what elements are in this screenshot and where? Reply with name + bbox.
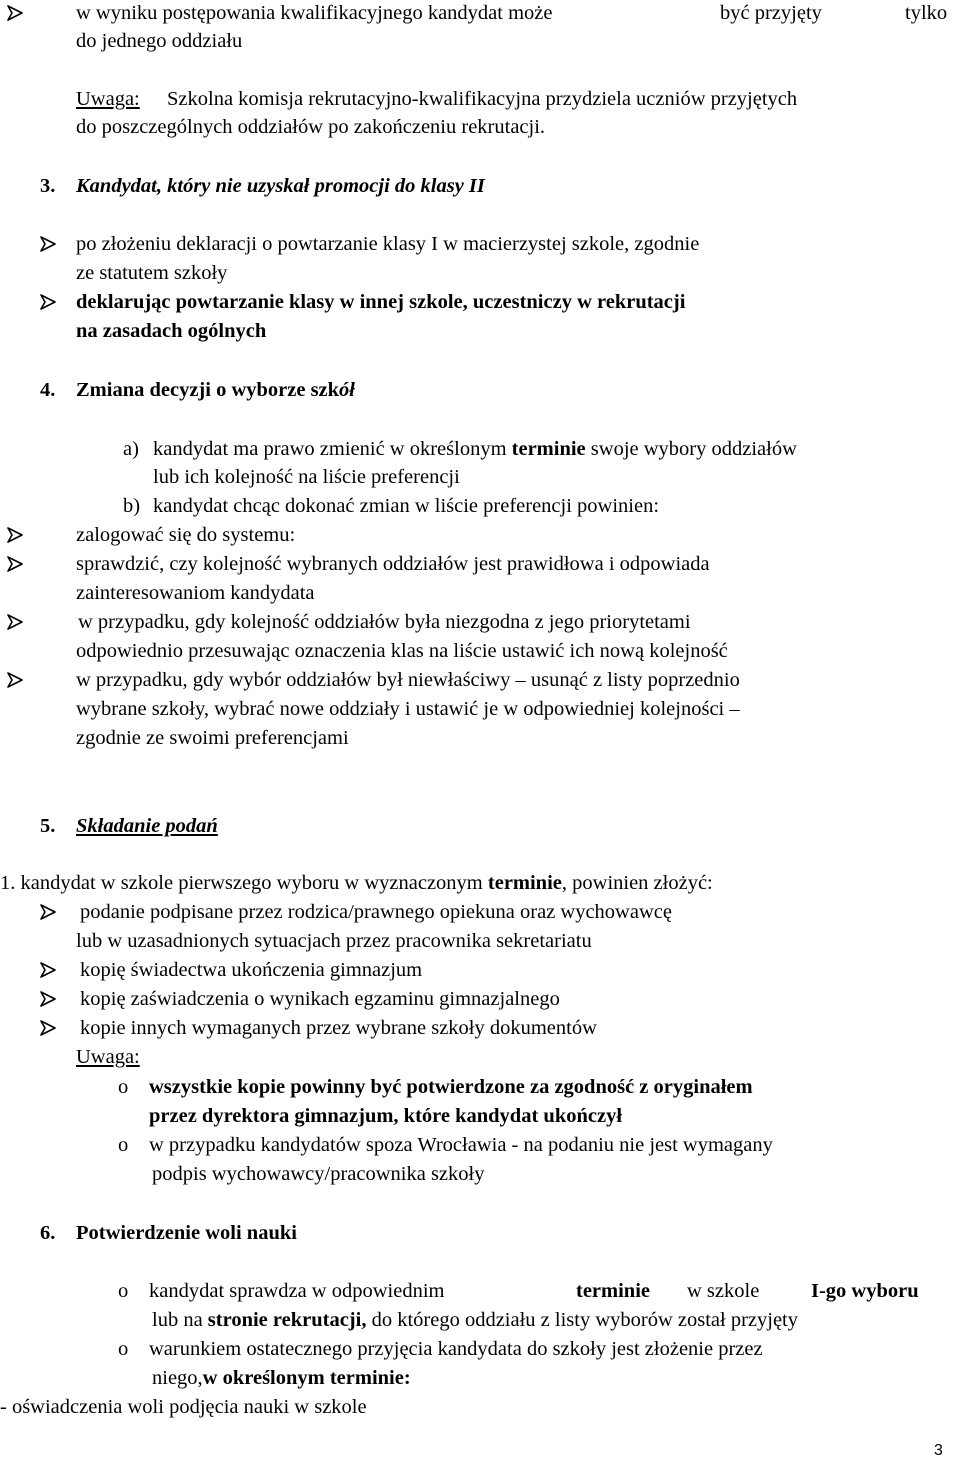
bullet-text: zalogować się do systemu:: [76, 524, 296, 546]
note-label: Uwaga:: [76, 1046, 140, 1068]
list-text: lub ich kolejność na liście preferencji: [153, 466, 460, 488]
bullet-text: w przypadku, gdy wybór oddziałów był niewłaściwy – usunąć z listy poprzednio: [76, 669, 740, 691]
list-text: niego,w określonym terminie:: [152, 1367, 411, 1389]
list-text: kandydat sprawdza w odpowiednim: [149, 1280, 445, 1302]
bullet-text: w wyniku postępowania kwalifikacyjnego kandydat może: [76, 2, 553, 24]
bullet-text: lub w uzasadnionych sytuacjach przez pracownika sekretariatu: [76, 930, 592, 952]
arrow-bullet-icon: [7, 5, 23, 21]
arrow-bullet-icon: [40, 904, 56, 920]
section-title: Potwierdzenie woli nauki: [76, 1222, 297, 1244]
list-marker: o: [118, 1280, 129, 1302]
section-title: Kandydat, który nie uzyskał promocji do klasy II: [76, 175, 485, 197]
bullet-text: na zasadach ogólnych: [76, 320, 267, 342]
note-text: Szkolna komisja rekrutacyjno-kwalifikacyjna przydziela uczniów przyjętych: [167, 88, 798, 110]
list-text: I-go wyboru: [811, 1280, 919, 1302]
section-number: 4.: [40, 379, 56, 401]
bullet-text: podanie podpisane przez rodzica/prawnego opiekuna oraz wychowawcę: [80, 901, 672, 923]
bullet-text: tylko: [905, 2, 948, 24]
arrow-bullet-icon: [7, 556, 23, 572]
note-label: Uwaga:: [76, 88, 140, 110]
list-text: kandydat ma prawo zmienić w określonym terminie swoje wybory oddziałów: [153, 438, 797, 460]
list-text: w szkole: [687, 1280, 760, 1302]
section-number: 3.: [40, 175, 56, 197]
bullet-text: kopię zaświadczenia o wynikach egzaminu gimnazjalnego: [80, 988, 560, 1010]
list-text: wszystkie kopie powinny być potwierdzone za zgodność z oryginałem: [149, 1076, 753, 1098]
dash-item: - oświadczenia woli podjęcia nauki w szkole: [0, 1396, 367, 1418]
bullet-text: w przypadku, gdy kolejność oddziałów była niezgodna z jego priorytetami: [78, 611, 691, 633]
list-text: przez dyrektora gimnazjum, które kandydat ukończył: [149, 1105, 623, 1127]
arrow-bullet-icon: [40, 294, 56, 310]
list-text: terminie: [576, 1280, 650, 1302]
bullet-text: ze statutem szkoły: [76, 262, 228, 284]
list-marker: o: [118, 1076, 129, 1098]
bullet-text: wybrane szkoły, wybrać nowe oddziały i ustawić je w odpowiedniej kolejności –: [76, 698, 740, 720]
list-text: lub na stronie rekrutacji, do którego oddziału z listy wyborów został przyjęty: [152, 1309, 798, 1331]
arrow-bullet-icon: [40, 1020, 56, 1036]
bullet-text: odpowiednio przesuwając oznaczenia klas na liście ustawić ich nową kolejność: [76, 640, 728, 662]
bullet-text: zgodnie ze swoimi preferencjami: [76, 727, 349, 749]
arrow-bullet-icon: [40, 962, 56, 978]
arrow-bullet-icon: [7, 614, 23, 630]
list-text: w przypadku kandydatów spoza Wrocławia - na podaniu nie jest wymagany: [149, 1134, 773, 1156]
paragraph: 1. kandydat w szkole pierwszego wyboru w wyznaczonym terminie, powinien złożyć:: [0, 872, 713, 894]
list-marker: o: [118, 1338, 129, 1360]
bullet-text: sprawdzić, czy kolejność wybranych oddziałów jest prawidłowa i odpowiada: [76, 553, 710, 575]
bullet-text: do jednego oddziału: [76, 30, 243, 52]
note-text: do poszczególnych oddziałów po zakończeniu rekrutacji.: [76, 116, 546, 138]
list-marker: o: [118, 1134, 129, 1156]
bullet-text: zainteresowaniom kandydata: [76, 582, 315, 604]
section-title: Zmiana decyzji o wyborze szkół: [76, 379, 355, 401]
list-marker: a): [123, 438, 139, 460]
bullet-text: deklarując powtarzanie klasy w innej szkole, uczestniczy w rekrutacji: [76, 291, 686, 313]
bullet-text: kopie innych wymaganych przez wybrane szkoły dokumentów: [80, 1017, 597, 1039]
bullet-text: być przyjęty: [720, 2, 822, 24]
arrow-bullet-icon: [40, 236, 56, 252]
list-text: warunkiem ostatecznego przyjęcia kandydata do szkoły jest złożenie przez: [149, 1338, 763, 1360]
arrow-bullet-icon: [40, 991, 56, 1007]
section-number: 6.: [40, 1222, 56, 1244]
list-text: kandydat chcąc dokonać zmian w liście preferencji powinien:: [153, 495, 660, 517]
arrow-bullet-icon: [7, 527, 23, 543]
list-text: podpis wychowawcy/pracownika szkoły: [152, 1163, 485, 1185]
section-title: Składanie podań: [76, 815, 218, 837]
page-number: 3: [934, 1442, 943, 1459]
list-marker: b): [123, 495, 141, 517]
bullet-text: kopię świadectwa ukończenia gimnazjum: [80, 959, 423, 981]
section-number: 5.: [40, 815, 56, 837]
arrow-bullet-icon: [7, 672, 23, 688]
bullet-text: po złożeniu deklaracji o powtarzanie klasy I w macierzystej szkole, zgodnie: [76, 233, 700, 255]
